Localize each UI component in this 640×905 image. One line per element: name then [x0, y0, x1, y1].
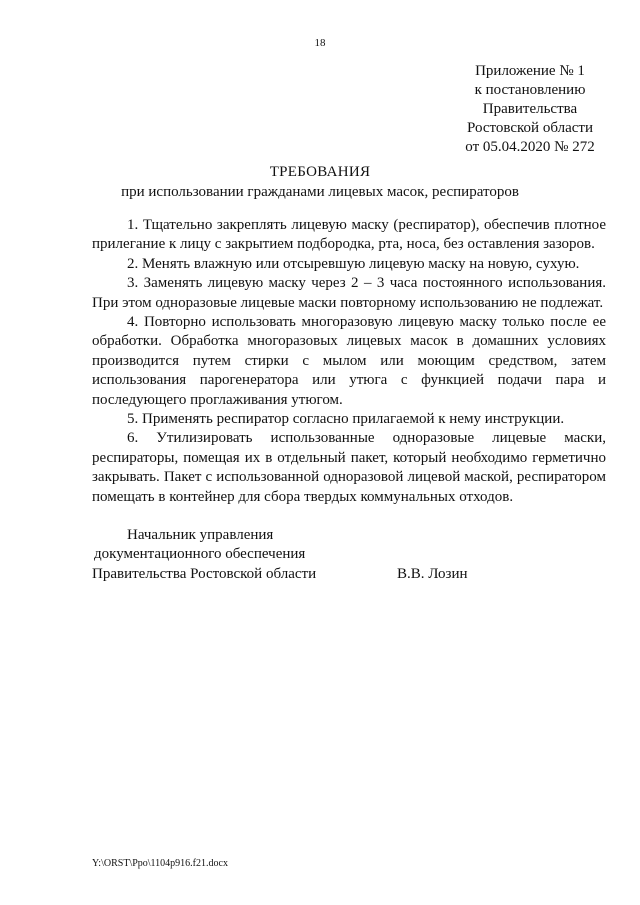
requirement-paragraph: 2. Менять влажную или отсыревшую лицевую маску на новую, сухую. [127, 255, 580, 272]
appendix-line: Приложение № 1 [475, 63, 585, 79]
signer-position-line: Правительства Ростовской области [92, 565, 317, 582]
appendix-line: от 05.04.2020 № 272 [465, 139, 595, 155]
file-path-footer: Y:\ORST\Ppo\1104p916.f21.docx [92, 858, 228, 869]
requirement-paragraph: 5. Применять респиратор согласно прилагаемой к нему инструкции. [127, 411, 565, 428]
requirement-paragraph: 6. Утилизировать использованные одноразовые лицевые маски, респираторы, помещая их в отдельный пакет, который необходимо герметично закрывать. Пакет с использованной одноразовой лицевой маской, респиратором помещать в контейнер для сбора твердых коммунальных отходов. [92, 430, 606, 505]
requirement-paragraph: 3. Заменять лицевую маску через 2 – 3 часа постоянного использования. При этом одноразовые лицевые маски повторному использованию не подлежат. [92, 275, 606, 311]
requirement-paragraph: 1. Тщательно закреплять лицевую маску (респиратор), обеспечив плотное прилегание к лицу с закрытием подбородка, рта, носа, без оставления зазоров. [92, 217, 606, 253]
signer-position-line: Начальник управления [127, 527, 274, 543]
appendix-line: Правительства [482, 101, 578, 117]
signer-position-row [92, 565, 592, 584]
signer-position-line: документационного обеспечения [94, 546, 306, 563]
signer-name: В.В. Лозин [397, 565, 468, 582]
signature-block [92, 526, 592, 584]
page-number: 18 [314, 37, 326, 49]
appendix-line: к постановлению [474, 82, 586, 98]
document-subtitle: при использовании гражданами лицевых масок, респираторов [121, 184, 519, 200]
requirement-paragraph: 4. Повторно использовать многоразовую лицевую маску только после ее обработки. Обработка многоразовых лицевых масок в домашних условиях производится путем стирки с мылом или моющим средством, затем использования парогенератора или утюга с функцией подачи пара и последующего проглаживания утюгом. [92, 314, 606, 408]
appendix-header [430, 62, 630, 157]
requirements-list [92, 216, 606, 507]
appendix-line: Ростовской области [467, 120, 593, 136]
document-title: ТРЕБОВАНИЯ [269, 164, 371, 180]
